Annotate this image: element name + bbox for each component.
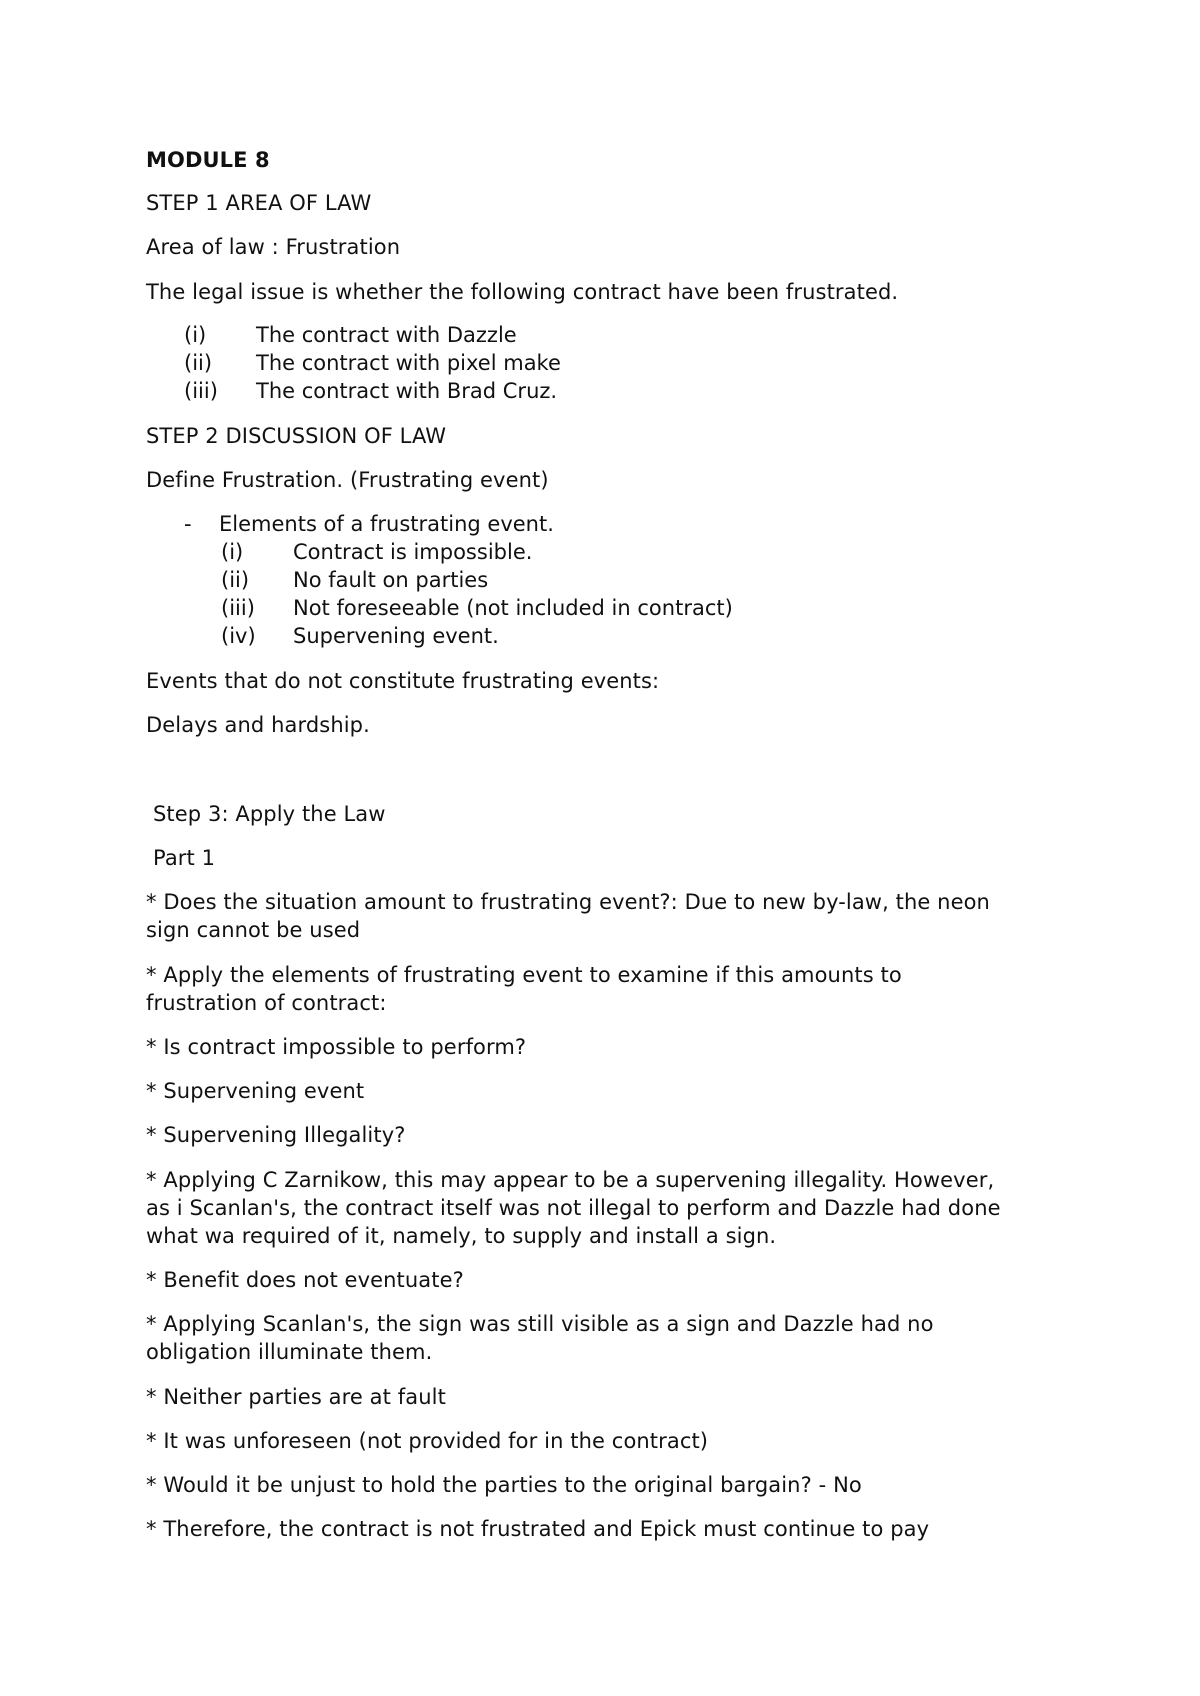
list-marker: (i)	[184, 323, 207, 347]
step1-heading: STEP 1 AREA OF LAW	[146, 191, 372, 215]
list-marker: (iii)	[221, 596, 255, 620]
point-line: obligation illuminate them.	[146, 1340, 433, 1364]
elements-heading: Elements of a frustrating event.	[219, 512, 554, 536]
list-item: The contract with pixel make	[256, 351, 561, 375]
point-line: * Therefore, the contract is not frustrated and Epick must continue to pay	[146, 1517, 930, 1541]
step2-heading: STEP 2 DISCUSSION OF LAW	[146, 424, 447, 448]
point-line: * Benefit does not eventuate?	[146, 1268, 464, 1292]
point-line: * Applying C Zarnikow, this may appear to be a supervening illegality. However,	[146, 1168, 995, 1192]
list-item: Not foreseeable (not included in contract)	[293, 596, 733, 620]
module-title: MODULE 8	[146, 148, 270, 172]
point-line: frustration of contract:	[146, 991, 387, 1015]
point-line: * Applying Scanlan's, the sign was still visible as a sign and Dazzle had no	[146, 1312, 934, 1336]
legal-issue: The legal issue is whether the following contract have been frustrated.	[146, 280, 899, 304]
point-line: * Supervening event	[146, 1079, 365, 1103]
dash-bullet: -	[184, 512, 192, 536]
list-marker: (iv)	[221, 624, 256, 648]
point-line: * Does the situation amount to frustrating event?: Due to new by-law, the neon	[146, 890, 990, 914]
list-marker: (iii)	[184, 379, 218, 403]
list-marker: (ii)	[184, 351, 213, 375]
list-item: Contract is impossible.	[293, 540, 533, 564]
list-item: No fault on parties	[293, 568, 489, 592]
point-line: what wa required of it, namely, to supply and install a sign.	[146, 1224, 777, 1248]
point-line: * Supervening Illegality?	[146, 1123, 406, 1147]
area-of-law: Area of law : Frustration	[146, 235, 401, 259]
list-item: The contract with Dazzle	[256, 323, 517, 347]
list-item: Supervening event.	[293, 624, 499, 648]
point-line: * Apply the elements of frustrating event to examine if this amounts to	[146, 963, 902, 987]
list-marker: (i)	[221, 540, 244, 564]
not-constitute: Events that do not constitute frustrating events:	[146, 669, 660, 693]
define-frustration: Define Frustration. (Frustrating event)	[146, 468, 549, 492]
list-marker: (ii)	[221, 568, 250, 592]
point-line: as i Scanlan's, the contract itself was not illegal to perform and Dazzle had done	[146, 1196, 1001, 1220]
point-line: * It was unforeseen (not provided for in the contract)	[146, 1429, 709, 1453]
point-line: * Would it be unjust to hold the parties to the original bargain? - No	[146, 1473, 862, 1497]
delays-hardship: Delays and hardship.	[146, 713, 370, 737]
point-line: sign cannot be used	[146, 918, 361, 942]
point-line: * Neither parties are at fault	[146, 1385, 446, 1409]
step3-heading: Step 3: Apply the Law	[153, 802, 386, 826]
part1-heading: Part 1	[153, 846, 216, 870]
list-item: The contract with Brad Cruz.	[256, 379, 558, 403]
point-line: * Is contract impossible to perform?	[146, 1035, 527, 1059]
